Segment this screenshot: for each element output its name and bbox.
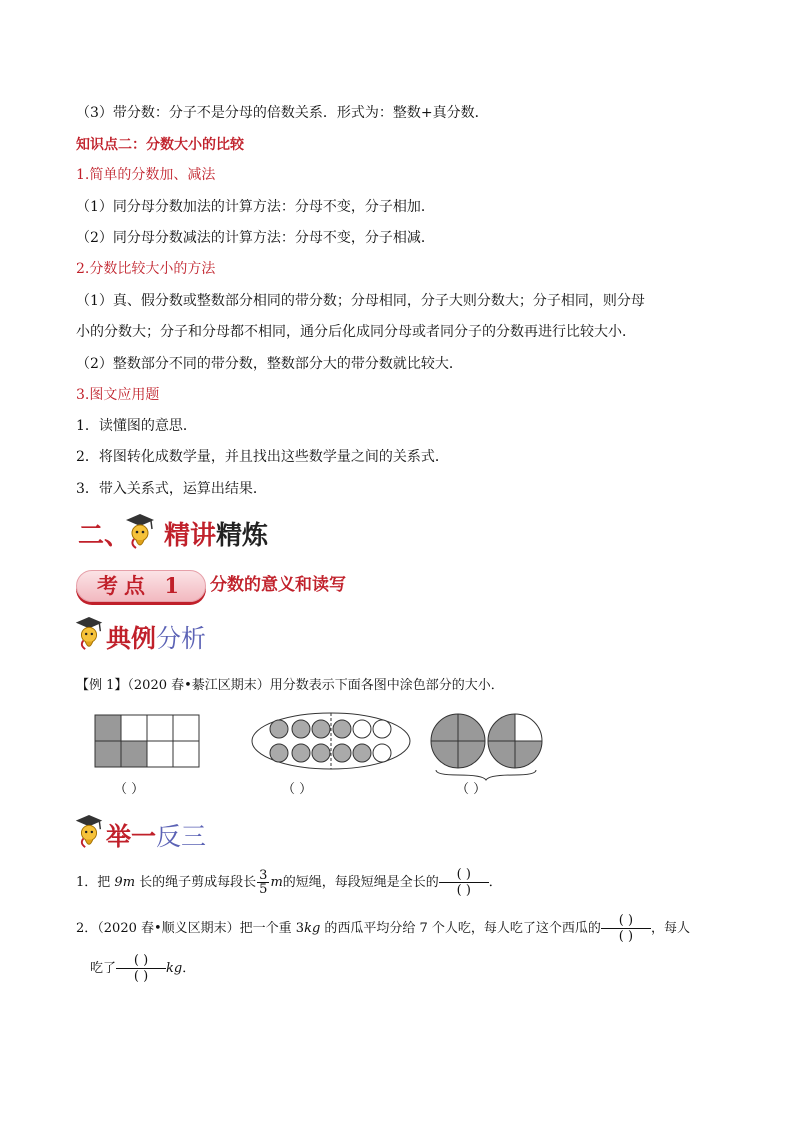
note-compare-2: （2）整数部分不同的带分数，整数部分大的带分数就比较大．: [76, 356, 463, 372]
kaodian-title: 分数的意义和读写: [210, 575, 346, 595]
note-compare-1a: （1）真、假分数或整数部分相同的带分数；分母相同，分子大则分数大；分子相同，则分母: [76, 293, 645, 309]
example-1-text: 【例 1】（2020 春•綦江区期末）用分数表示下面各图中涂色部分的大小．: [76, 678, 504, 693]
q1-answer-fraction[interactable]: [439, 867, 489, 898]
q2-line2-pre: 吃了: [90, 961, 117, 976]
q2-answer-1-denominator[interactable]: ( ): [618, 929, 634, 944]
q1-end: ．: [488, 875, 502, 890]
q1-answer-denominator[interactable]: ( ): [456, 883, 471, 898]
note-step-2: 2．将图转化成数学量，并且找出这些数学量之间的关系式．: [76, 449, 449, 465]
q1-text-post: 的短绳，每段短绳是全长的: [282, 875, 439, 890]
note-step-1: 1．读懂图的意思．: [76, 418, 197, 434]
note-subtract: （2）同分母分数减法的计算方法：分母不变，分子相减．: [76, 230, 435, 246]
q1-answer-numerator[interactable]: ( ): [439, 867, 489, 883]
question-2-line-2: [90, 952, 195, 986]
q1-length: 9: [114, 875, 123, 890]
question-1: [76, 866, 502, 900]
q2-line2-end: ．: [182, 961, 196, 976]
answer-blank-1[interactable]: （ ）: [114, 782, 145, 797]
section-number: 二、: [78, 521, 131, 551]
q1-fraction-denominator: 5: [259, 882, 268, 897]
q1-text-pre: 1．把: [76, 875, 115, 890]
example-header-part-a: 典例: [106, 624, 157, 653]
figure-two-circles: [428, 712, 546, 782]
practice-header-part-b: 反三: [156, 822, 207, 851]
heading-compare: 2.分数比较大小的方法: [76, 261, 216, 277]
kaodian-badge: 考点 1: [76, 570, 206, 602]
section-word-2: 精炼: [216, 521, 269, 551]
q2-answer-2-denominator[interactable]: ( ): [133, 969, 149, 984]
question-2: [76, 912, 690, 946]
note-compare-1b: 小的分数大；分子和分母都不相同，通分后化成同分母或者同分子的分数再进行比较大小．: [76, 324, 636, 340]
note-step-3: 3．带入关系式，运算出结果．: [76, 481, 267, 497]
scholar-mascot-icon: [122, 512, 158, 552]
practice-header-part-a: 举一: [106, 822, 157, 851]
section-word-1: 精讲: [164, 521, 217, 551]
answer-blank-2[interactable]: （ ）: [282, 782, 313, 797]
q1-fraction-numerator: 3: [259, 868, 268, 883]
scholar-mascot-icon: [72, 812, 106, 852]
note-add: （1）同分母分数加法的计算方法：分母不变，分子相加．: [76, 199, 435, 215]
q2-answer-1-numerator[interactable]: ( ): [601, 913, 651, 929]
figure-ellipse-circles: [250, 711, 412, 771]
q2-text-post: ，每人: [650, 921, 690, 936]
q2-unit: kg: [304, 921, 321, 936]
q1-unit-2: m: [270, 875, 283, 890]
answer-blank-3[interactable]: （ ）: [456, 782, 487, 797]
q2-unit-2: kg: [166, 961, 183, 976]
practice-header: [106, 822, 206, 852]
section-title: [78, 520, 268, 552]
q1-text-mid: 长的绳子剪成每段长: [135, 875, 257, 890]
note-mixed-fraction: （3）带分数：分子不是分母的倍数关系．形式为：整数+真分数．: [76, 105, 489, 121]
q2-text-pre: 2．（2020 春•顺义区期末）把一个重 3: [76, 921, 305, 936]
heading-word-problem: 3.图文应用题: [76, 387, 160, 403]
q2-answer-fraction-2[interactable]: [116, 953, 166, 984]
knowledge-point-2-title: 知识点二：分数大小的比较: [76, 137, 244, 153]
q2-answer-2-numerator[interactable]: ( ): [116, 953, 166, 969]
q2-text-mid: 的西瓜平均分给 7 个人吃，每人吃了这个西瓜的: [320, 921, 601, 936]
q1-fraction: [257, 869, 269, 896]
q1-unit: m: [122, 875, 136, 890]
example-header-part-b: 分析: [156, 624, 207, 653]
figure-rectangle-grid: [94, 714, 200, 768]
example-analysis-header: [106, 624, 206, 654]
heading-add-subtract: 1.简单的分数加、减法: [76, 167, 216, 183]
q2-answer-fraction-1[interactable]: [601, 913, 651, 944]
scholar-mascot-icon: [72, 614, 106, 654]
